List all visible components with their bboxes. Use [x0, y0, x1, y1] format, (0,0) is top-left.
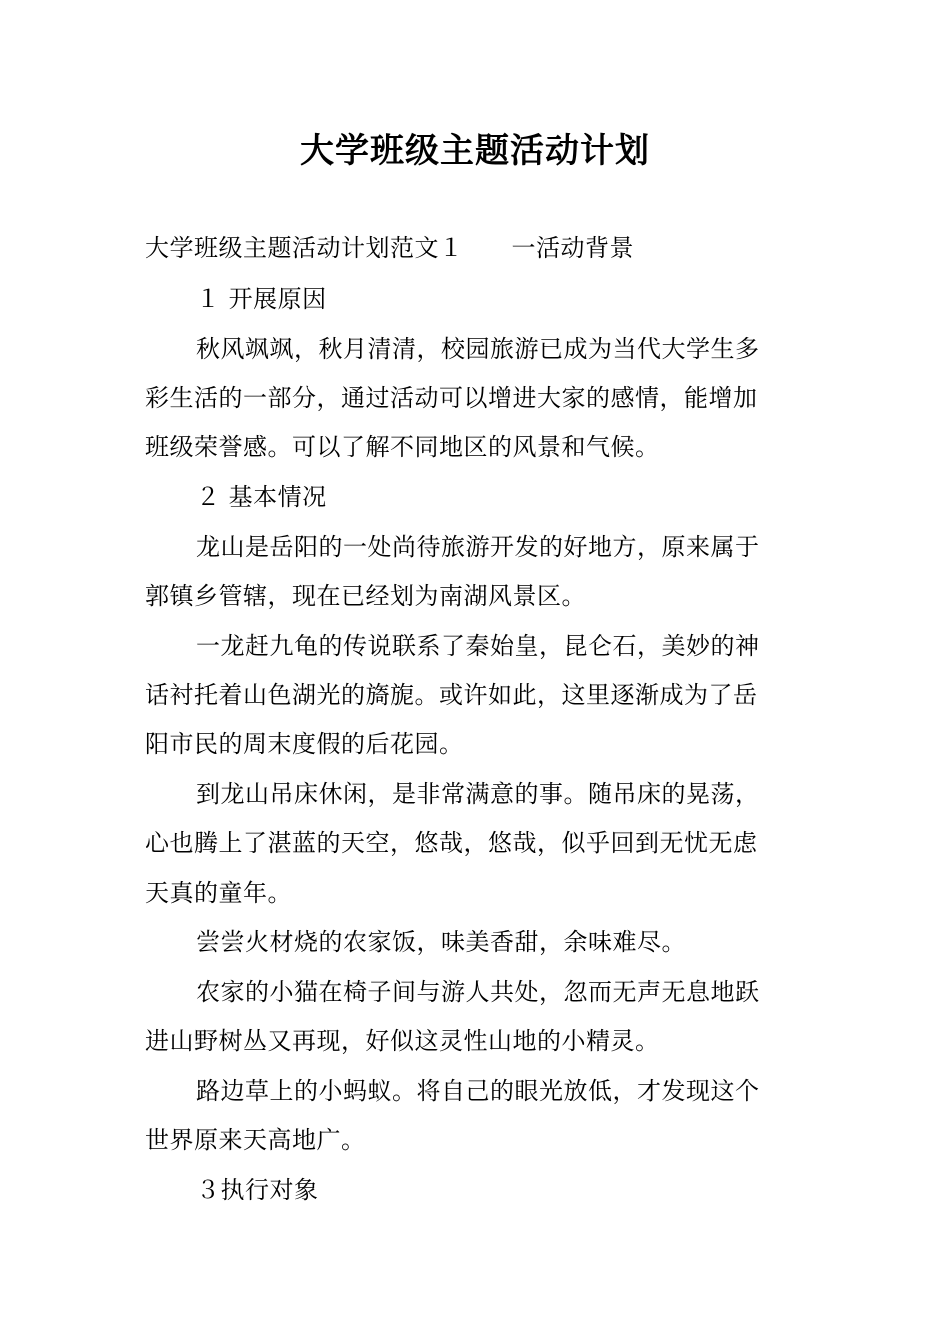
paragraph-line: 路边草上的小蚂蚁。将自己的眼光放低，才发现这个 — [196, 1077, 760, 1105]
paragraph-line: 秋风飒飒，秋月清清，校园旅游已成为当代大学生多 — [196, 335, 760, 363]
paragraph-line: 天真的童年。 — [145, 879, 292, 907]
subsection-heading: 一活动背景 — [511, 234, 634, 262]
paragraph-line: 话衬托着山色湖光的旖旎。或许如此，这里逐渐成为了岳 — [145, 681, 758, 709]
paragraph-line: 到龙山吊床休闲，是非常满意的事。随吊床的晃荡， — [196, 780, 760, 808]
paragraph-line: 班级荣誉感。可以了解不同地区的风景和气候。 — [145, 433, 660, 461]
document-title: 大学班级主题活动计划 — [300, 131, 650, 171]
paragraph-line: 龙山是岳阳的一处尚待旅游开发的好地方，原来属于 — [196, 533, 760, 561]
paragraph-line: 世界原来天高地广。 — [145, 1126, 366, 1154]
subheading-target: ３执行对象 — [196, 1176, 319, 1204]
paragraph-line: 一龙赶九龟的传说联系了秦始皇，昆仑石，美妙的神 — [196, 632, 760, 660]
subheading-reason: １ 开展原因 — [196, 285, 327, 313]
subheading-basic-info: ２ 基本情况 — [196, 483, 327, 511]
paragraph-line: 尝尝火材烧的农家饭，味美香甜，余味难尽。 — [196, 928, 686, 956]
paragraph-line: 农家的小猫在椅子间与游人共处，忽而无声无息地跃 — [196, 978, 760, 1006]
paragraph-line: 进山野树丛又再现，好似这灵性山地的小精灵。 — [145, 1027, 660, 1055]
section-heading-line — [145, 231, 815, 265]
paragraph-line: 彩生活的一部分，通过活动可以增进大家的感情，能增加 — [145, 384, 758, 412]
section-heading: 大学班级主题活动计划范文１ — [145, 234, 464, 262]
paragraph-line: 郭镇乡管辖，现在已经划为南湖风景区。 — [145, 582, 586, 610]
paragraph-line: 阳市民的周末度假的后花园。 — [145, 730, 464, 758]
paragraph-line: 心也腾上了湛蓝的天空，悠哉，悠哉，似乎回到无忧无虑 — [145, 829, 758, 857]
